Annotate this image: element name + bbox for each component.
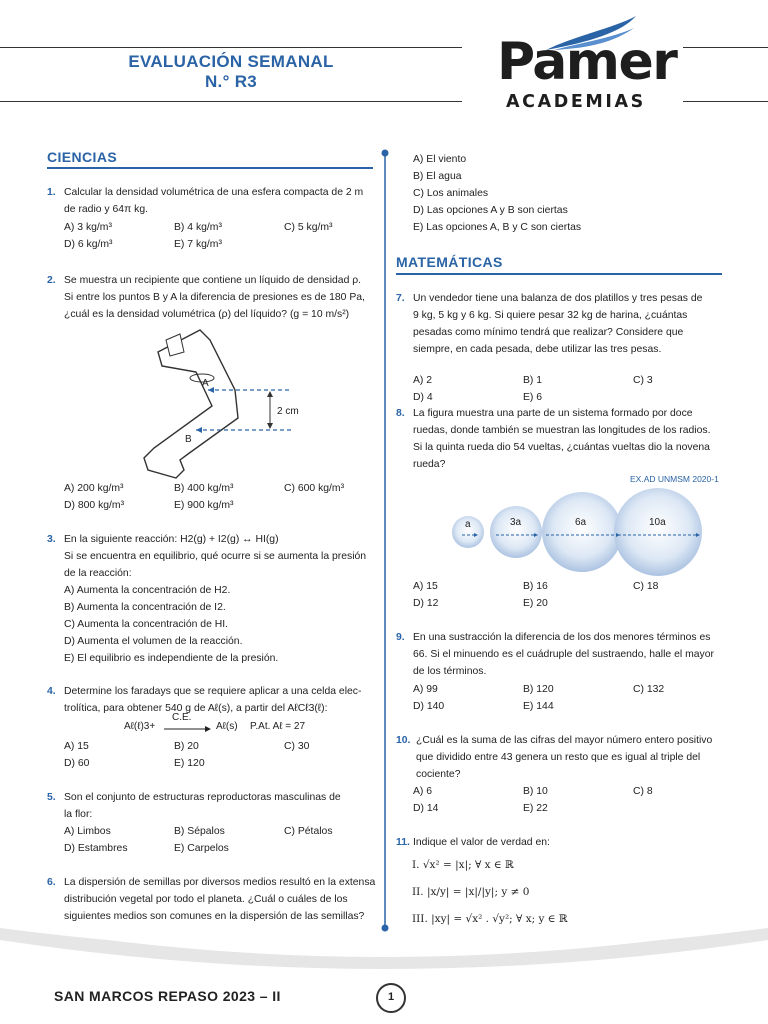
option-d[interactable]: D) 60: [64, 758, 90, 769]
option-b[interactable]: B) El agua: [413, 171, 462, 182]
question-number: 6.: [47, 877, 56, 888]
equation-left: Aℓ(ℓ)3+: [124, 721, 156, 732]
question-number: 2.: [47, 275, 56, 286]
question-number: 4.: [47, 686, 56, 697]
source-label: EX.AD UNMSM 2020-1: [630, 474, 719, 484]
option-a[interactable]: A) Limbos: [64, 826, 111, 837]
question-number: 3.: [47, 534, 56, 545]
column-divider: [380, 148, 390, 933]
option-c[interactable]: C) Pétalos: [284, 826, 333, 837]
question-5: [47, 789, 375, 823]
option-c[interactable]: C) 18: [633, 581, 659, 592]
option-e[interactable]: E) 120: [174, 758, 205, 769]
question-text: Indique el valor de verdad en:: [413, 837, 550, 848]
question-text: trolítica, para obtener 540 g de Aℓ(s), a partir del AℓCℓ3(ℓ):: [64, 703, 328, 714]
question-11: [396, 834, 722, 851]
question-6: [47, 874, 375, 925]
question-text: distribución vegetal por todo el planeta. ¿Cuál o cuáles de los: [64, 894, 348, 905]
question-text: siempre, en cada pesada, debe utilizar las tres pesas.: [413, 344, 662, 355]
question-3: [47, 531, 375, 582]
page-number: 1: [376, 983, 406, 1013]
wheel-3: [542, 492, 622, 572]
section-rule-matematicas: [396, 273, 722, 275]
atomic-weight: P.At. Aℓ = 27: [250, 721, 306, 732]
question-text: ruedas, donde también se muestran las longitudes de los radios.: [413, 425, 711, 436]
section-title-matematicas: MATEMÁTICAS: [396, 254, 503, 270]
option-e[interactable]: E) 900 kg/m³: [174, 500, 234, 511]
option-d[interactable]: D) 14: [413, 803, 439, 814]
question-text: En la siguiente reacción: H2(g) + I2(g) ↔ HI(g): [64, 534, 279, 545]
option-c[interactable]: C) 132: [633, 684, 665, 695]
question-1: [47, 184, 375, 218]
option-e[interactable]: E) 144: [523, 701, 554, 712]
point-a-label: A: [202, 378, 209, 389]
question-text: Si la quinta rueda dio 54 vueltas, ¿cuántas vueltas dio la novena: [413, 442, 710, 453]
wheel-3-label: 6a: [575, 517, 587, 528]
pamer-logo: [494, 14, 684, 114]
question-text: de radio y 64π kg.: [64, 204, 148, 215]
option-b[interactable]: B) Aumenta la concentración de I2.: [64, 602, 226, 613]
option-d[interactable]: D) Aumenta el volumen de la reacción.: [64, 636, 243, 647]
wheel-2-label: 3a: [510, 517, 522, 528]
question-number: 11.: [396, 837, 410, 848]
question-10: [396, 732, 722, 783]
option-e[interactable]: E) 22: [523, 803, 548, 814]
option-c[interactable]: C) Aumenta la concentración de HI.: [64, 619, 229, 630]
question-text: La figura muestra una parte de un sistema formado por doce: [413, 408, 693, 419]
header-rule-bottom: [0, 101, 462, 102]
question-text: Un vendedor tiene una balanza de dos platillos y tres pesas de: [413, 293, 703, 304]
question-text: cociente?: [416, 769, 461, 780]
question-text: Calcular la densidad volumétrica de una esfera compacta de 2 m: [64, 187, 364, 198]
question-number: 9.: [396, 632, 405, 643]
wheels-figure: [448, 488, 728, 588]
option-a[interactable]: A) Aumenta la concentración de H2.: [64, 585, 231, 596]
question-number: 10.: [396, 735, 411, 746]
question-number: 7.: [396, 293, 405, 304]
option-e[interactable]: E) Las opciones A, B y C son ciertas: [413, 222, 582, 233]
option-a[interactable]: A) 6: [413, 786, 433, 797]
option-b[interactable]: B) 120: [523, 684, 554, 695]
question-7: [396, 290, 722, 358]
option-a[interactable]: A) 2: [413, 375, 433, 386]
option-b[interactable]: B) 4 kg/m³: [174, 222, 222, 233]
header-rule-right-bottom: [683, 101, 768, 102]
question-number: 5.: [47, 792, 56, 803]
option-a[interactable]: A) 15: [64, 741, 89, 752]
option-a[interactable]: A) 3 kg/m³: [64, 222, 112, 233]
equation-right: Aℓ(s): [216, 721, 238, 732]
question-4: [47, 683, 375, 717]
option-a[interactable]: A) 15: [413, 581, 438, 592]
statement-2: II. |x/y| = |x|/|y|; y ≠ 0: [412, 886, 530, 898]
option-c[interactable]: C) 3: [633, 375, 653, 386]
logo-subtitle: ACADEMIAS: [506, 92, 646, 112]
option-c[interactable]: C) 30: [284, 741, 310, 752]
question-text: Se muestra un recipiente que contiene un líquido de densidad ρ.: [64, 275, 362, 286]
header-rule-top: [0, 47, 462, 48]
logo-wordmark: Pamer: [497, 32, 677, 92]
question-text: Determine los faradays que se requiere aplicar a una celda elec-: [64, 686, 362, 697]
question-text: 66. Si el minuendo es el cuádruple del sustraendo, halle el mayor: [413, 649, 714, 660]
title-line-2: N.° R3: [204, 72, 258, 91]
question-text: Si entre los puntos B y A la diferencia de presiones es de 180 Pa,: [64, 292, 365, 303]
question-text: ¿cuál es la densidad volumétrica (ρ) del líquido? (g = 10 m/s²): [64, 309, 350, 320]
question-number: 8.: [396, 408, 405, 419]
option-e[interactable]: E) 6: [523, 392, 543, 403]
reaction-arrow-icon: [164, 725, 212, 733]
question-text: siguientes medios son comunes en la dispersión de las semillas?: [64, 911, 365, 922]
option-a[interactable]: A) 200 kg/m³: [64, 483, 124, 494]
option-e[interactable]: E) Carpelos: [174, 843, 229, 854]
wheel-4-label: 10a: [649, 517, 666, 528]
question-text: rueda?: [413, 459, 446, 470]
option-b[interactable]: B) 1: [523, 375, 543, 386]
question-text: que dividido entre 43 genera un resto que es igual al triple del: [416, 752, 701, 763]
question-8: [396, 405, 722, 473]
title-line-1: EVALUACIÓN SEMANAL: [128, 52, 334, 71]
section-title-ciencias: CIENCIAS: [47, 149, 118, 165]
question-text: ¿Cuál es la suma de las cifras del mayor número entero positivo: [416, 735, 713, 746]
question-text: la flor:: [64, 809, 93, 820]
option-d[interactable]: D) Las opciones A y B son ciertas: [413, 205, 568, 216]
option-e[interactable]: E) 20: [523, 598, 548, 609]
question-text: La dispersión de semillas por diversos medios resultó en la extensa: [64, 877, 376, 888]
question-text: de los términos.: [413, 666, 487, 677]
option-e[interactable]: E) 7 kg/m³: [174, 239, 222, 250]
option-c[interactable]: C) 600 kg/m³: [284, 483, 345, 494]
option-a[interactable]: A) El viento: [413, 154, 467, 165]
footer-course-label: SAN MARCOS REPASO 2023 – II: [54, 988, 281, 1004]
option-d[interactable]: D) 6 kg/m³: [64, 239, 113, 250]
option-c[interactable]: C) 5 kg/m³: [284, 222, 333, 233]
wheel-1-label: a: [465, 519, 471, 530]
electrolysis-equation: [124, 712, 364, 739]
question-text: de la reacción:: [64, 568, 132, 579]
option-b[interactable]: B) 400 kg/m³: [174, 483, 234, 494]
question-text: 9 kg, 5 kg y 6 kg. Si quiere pesar 32 kg de harina, ¿cuántas: [413, 310, 688, 321]
point-b-label: B: [185, 434, 192, 445]
header-rule-right-top: [683, 47, 768, 48]
option-e[interactable]: E) El equilibrio es independiente de la presión.: [64, 653, 279, 664]
option-d[interactable]: D) 800 kg/m³: [64, 500, 125, 511]
wheel-2: [490, 506, 542, 558]
question-text: Si se encuentra en equilibrio, qué ocurre si se aumenta la presión: [64, 551, 367, 562]
option-b[interactable]: B) Sépalos: [174, 826, 225, 837]
dimension-label: 2 cm: [277, 406, 299, 417]
equation-condition: C.E.: [172, 712, 192, 723]
option-d[interactable]: D) 4: [413, 392, 433, 403]
question-9: [396, 629, 722, 680]
option-b[interactable]: B) 10: [523, 786, 548, 797]
container-figure: [140, 322, 320, 482]
wheel-4: [614, 488, 702, 576]
option-c[interactable]: C) Los animales: [413, 188, 489, 199]
section-rule-ciencias: [47, 167, 373, 169]
option-b[interactable]: B) 20: [174, 741, 199, 752]
question-text: En una sustracción la diferencia de los dos menores términos es: [413, 632, 711, 643]
question-text: pesadas como mínimo tendrá que realizar? Considere que: [413, 327, 684, 338]
option-b[interactable]: B) 16: [523, 581, 548, 592]
option-d[interactable]: D) Estambres: [64, 843, 128, 854]
option-d[interactable]: D) 140: [413, 701, 445, 712]
question-2: [47, 272, 375, 323]
question-number: 1.: [47, 187, 56, 198]
page-title: [60, 52, 402, 92]
statement-3: III. |xy| = √x² . √y²; ∀ x; y ∈ ℝ: [412, 913, 568, 925]
statement-1: I. √x² = |x|; ∀ x ∈ ℝ: [412, 859, 514, 871]
option-a[interactable]: A) 99: [413, 684, 438, 695]
question-text: Son el conjunto de estructuras reproductoras masculinas de: [64, 792, 341, 803]
option-c[interactable]: C) 8: [633, 786, 653, 797]
option-d[interactable]: D) 12: [413, 598, 439, 609]
